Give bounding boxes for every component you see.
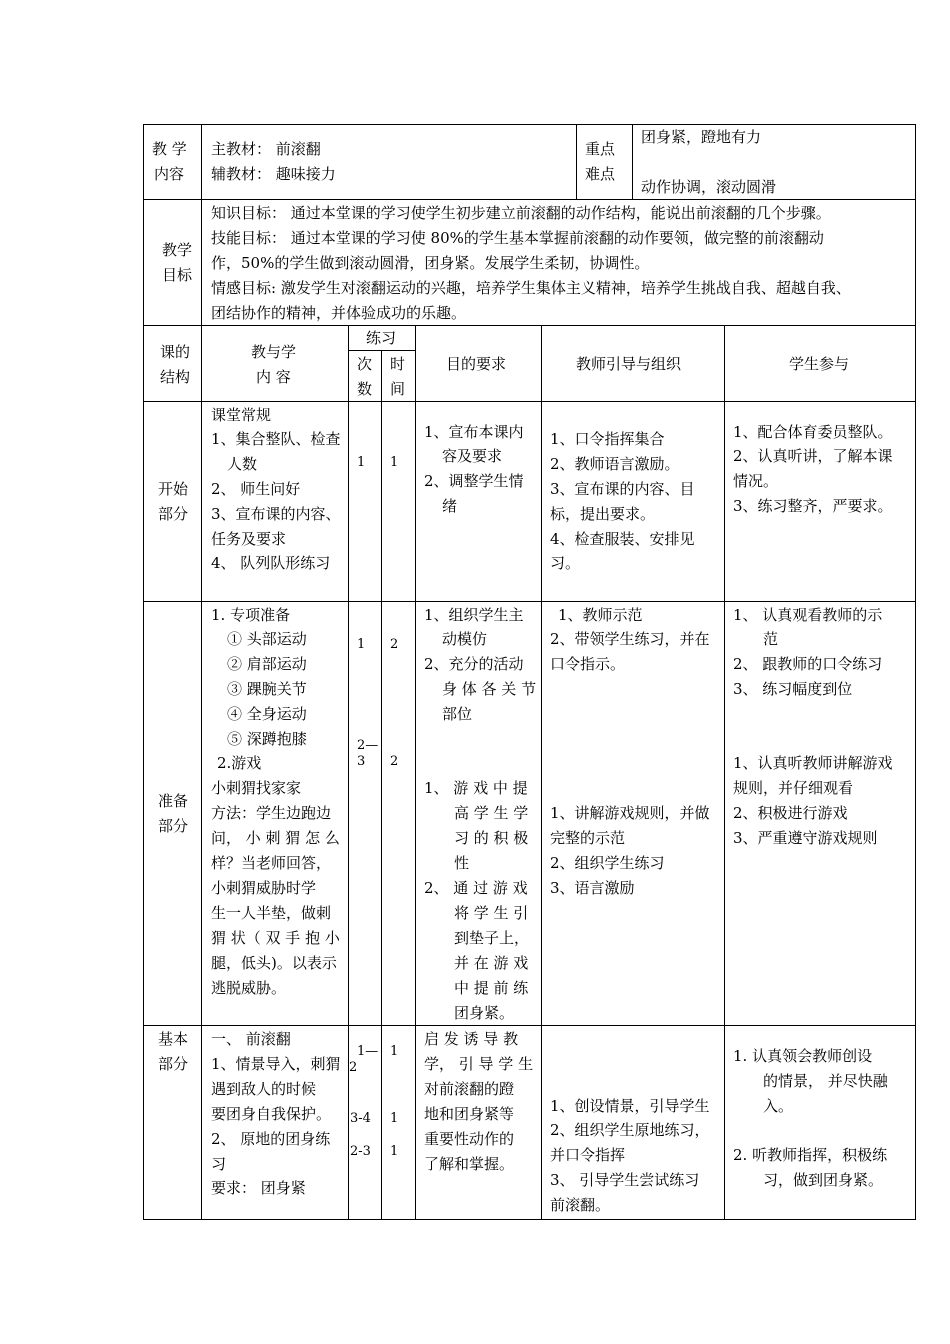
content-line: 1. 专项准备	[211, 606, 291, 624]
key-label-2: 难点	[585, 165, 616, 183]
prep-duration-2: 2	[390, 754, 399, 769]
aux-material: 辅教材： 趣味接力	[211, 165, 336, 183]
goals-line: 中 提 前 练	[454, 979, 529, 997]
border-bottom	[143, 1219, 916, 1220]
header-practice: 练习	[366, 329, 397, 347]
content-line: 要求： 团身紧	[211, 1179, 306, 1197]
content-line: 遇到敌人的时候	[211, 1080, 317, 1098]
content-line: 人数	[227, 455, 258, 473]
content-line: 2、 师生问好	[211, 480, 301, 498]
student-line: 3、练习整齐，严要求。	[733, 497, 893, 515]
goal-line: 作，50%的学生做到滚动圆滑，团身紧。发展学生柔韧，协调性。	[211, 254, 650, 272]
prep-label-1: 准备	[158, 792, 189, 810]
main-material: 主教材： 前滚翻	[211, 140, 321, 158]
teacher-line: 2、带领学生练习，并在	[550, 630, 710, 648]
goal-line: 团结协作的精神，并体验成功的乐趣。	[211, 304, 467, 322]
header-teacher: 教师引导与组织	[576, 355, 682, 373]
goals-label-1: 教学	[162, 241, 193, 259]
goals-line: 2、 通 过 游 戏	[424, 879, 528, 897]
teacher-line: 2、教师语言激励。	[550, 455, 680, 473]
goals-line: 启 发 诱 导 教	[424, 1030, 519, 1048]
content-line: 生一人半垫，做刺	[211, 904, 332, 922]
header-content-1: 教与学	[251, 343, 297, 361]
content-line: ② 肩部运动	[227, 655, 307, 673]
goals-line: 团身紧。	[454, 1004, 515, 1022]
teacher-line: 1、教师示范	[558, 606, 643, 624]
prep-label-2: 部分	[158, 817, 189, 835]
student-line: 3、严重遵守游戏规则	[733, 829, 878, 847]
key-label-1: 重点	[585, 140, 616, 158]
prep-duration-1: 2	[390, 637, 399, 652]
border-col2	[348, 325, 349, 1220]
content-line: 方法：学生边跑边	[211, 804, 332, 822]
student-line: 2、认真听讲，了解本课	[733, 447, 893, 465]
border-left	[143, 124, 144, 1220]
content-line: 2、 原地的团身练	[211, 1130, 331, 1148]
basic-times-1b: 2	[349, 1060, 358, 1075]
border-right	[915, 124, 916, 1220]
goals-line: 身 体 各 关 节	[442, 680, 537, 698]
header-times-2: 数	[357, 380, 373, 398]
teacher-line: 并口令指挥	[550, 1146, 626, 1164]
content-line: 问， 小 刺 猬 怎 么	[211, 829, 340, 847]
basic-times-1a: 1—	[357, 1044, 379, 1059]
goals-line: 部位	[442, 705, 473, 723]
teacher-line: 2、组织学生原地练习，	[550, 1121, 710, 1139]
difficulty: 动作协调，滚动圆滑	[641, 178, 777, 196]
student-line: 入。	[763, 1097, 794, 1115]
student-line: 1、配合体育委员整队。	[733, 423, 893, 441]
content-label-1: 教 学	[152, 140, 187, 158]
border-key-left	[576, 124, 577, 200]
goals-line: 地和团身紧等	[424, 1105, 515, 1123]
content-label-2: 内容	[154, 165, 185, 183]
content-line: 1、集合整队、检查	[211, 430, 341, 448]
goals-line: 习 的 积 极	[454, 829, 529, 847]
teacher-line: 3、语言激励	[550, 879, 635, 897]
basic-duration-1: 1	[390, 1044, 399, 1059]
teacher-line: 4、检查服装、安排见	[550, 530, 695, 548]
student-line: 情况。	[733, 472, 779, 490]
content-line: 猬 状（ 双 手 抱 小	[211, 929, 340, 947]
goals-line: 了解和掌握。	[424, 1155, 515, 1173]
border-top	[143, 124, 916, 125]
border-start	[143, 601, 916, 602]
prep-times-1: 1	[357, 637, 366, 652]
content-line: ④ 全身运动	[227, 705, 307, 723]
content-line: 要团身自我保护。	[211, 1105, 332, 1123]
goals-line: 对前滚翻的蹬	[424, 1080, 515, 1098]
content-line: 一、 前滚翻	[211, 1030, 291, 1048]
content-line: 小刺猬威胁时学	[211, 879, 317, 897]
student-line: 规则，并仔细观看	[733, 779, 854, 797]
teacher-line: 口令指示。	[550, 655, 626, 673]
goals-line: 容及要求	[442, 447, 503, 465]
goal-line: 情感目标: 激发学生对滚翻运动的兴趣，培养学生集体主义精神，培养学生挑战自我、超越自我、	[211, 279, 851, 297]
border-key-right	[632, 124, 633, 200]
goals-line: 动模仿	[442, 630, 488, 648]
border-header	[143, 401, 916, 402]
student-line: 1. 认真领会教师创设	[733, 1047, 873, 1065]
border-col3	[381, 350, 382, 1220]
goals-line: 高 学 生 学	[454, 804, 529, 822]
start-times: 1	[357, 455, 366, 470]
goals-line: 1、宣布本课内	[424, 423, 524, 441]
content-line: ③ 踝腕关节	[227, 680, 307, 698]
goals-line: 1、 游 戏 中 提	[424, 779, 528, 797]
header-goals: 目的要求	[446, 355, 507, 373]
content-line: 任务及要求	[211, 530, 287, 548]
basic-times-3: 2-3	[350, 1144, 371, 1159]
prep-times-2a: 2—	[357, 738, 379, 753]
student-line: 2、 跟教师的口令练习	[733, 655, 883, 673]
teacher-line: 1、讲解游戏规则，并做	[550, 804, 710, 822]
goals-line: 绪	[442, 497, 458, 515]
content-line: ⑤ 深蹲抱膝	[227, 730, 307, 748]
teacher-line: 3、宣布课的内容、目	[550, 480, 695, 498]
header-duration-2: 间	[390, 380, 406, 398]
goals-label-2: 目标	[162, 266, 193, 284]
goal-line: 技能目标： 通过本堂课的学习使 80%的学生基本掌握前滚翻的动作要领，做完整的前滚翻动	[211, 229, 824, 247]
header-structure-2: 结构	[160, 368, 191, 386]
student-line: 习，做到团身紧。	[763, 1171, 884, 1189]
header-content-2: 内 容	[256, 368, 291, 386]
content-line: 逃脱威胁。	[211, 979, 287, 997]
teacher-line: 2、组织学生练习	[550, 854, 665, 872]
goals-line: 性	[454, 854, 470, 872]
goals-line: 2、充分的活动	[424, 655, 524, 673]
content-line: 4、 队列队形练习	[211, 554, 331, 572]
goals-line: 学， 引 导 学 生	[424, 1055, 534, 1073]
teacher-line: 标，提出要求。	[550, 505, 656, 523]
header-structure-1: 课的	[160, 343, 191, 361]
goals-line: 将 学 生 引	[454, 904, 529, 922]
student-line: 3、 练习幅度到位	[733, 680, 853, 698]
key-point: 团身紧，蹬地有力	[641, 128, 762, 146]
start-label-2: 部分	[158, 505, 189, 523]
content-line: 1、情景导入，刺猬	[211, 1055, 341, 1073]
teacher-line: 1、口令指挥集合	[550, 430, 665, 448]
prep-times-2b: 3	[357, 754, 366, 769]
content-line: 课堂常规	[211, 406, 272, 424]
teacher-line: 完整的示范	[550, 829, 626, 847]
border-row1	[143, 199, 916, 200]
goals-line: 并 在 游 戏	[454, 954, 529, 972]
basic-label-1: 基本	[158, 1030, 189, 1048]
border-col1	[201, 124, 202, 1220]
content-line: 2.游戏	[217, 754, 262, 772]
teacher-line: 3、 引导学生尝试练习	[550, 1171, 700, 1189]
goals-line: 1、组织学生主	[424, 606, 524, 624]
basic-label-2: 部分	[158, 1055, 189, 1073]
student-line: 1、 认真观看教师的示	[733, 606, 883, 624]
border-col5	[541, 325, 542, 1220]
goals-line: 重要性动作的	[424, 1130, 515, 1148]
content-line: 腿，低头)。以表示	[211, 954, 337, 972]
student-line: 的情景， 并尽快融	[763, 1072, 888, 1090]
student-line: 2. 听教师指挥，积极练	[733, 1146, 888, 1164]
student-line: 1、认真听教师讲解游戏	[733, 754, 893, 772]
content-line: 习	[211, 1155, 227, 1173]
border-prep	[143, 1025, 916, 1026]
start-duration: 1	[390, 455, 399, 470]
border-col4	[415, 325, 416, 1220]
student-line: 2、积极进行游戏	[733, 804, 848, 822]
header-times-1: 次	[357, 355, 373, 373]
basic-duration-3: 1	[390, 1144, 399, 1159]
teacher-line: 前滚翻。	[550, 1196, 611, 1214]
goals-line: 到垫子上，	[454, 929, 530, 947]
content-line: 3、宣布课的内容、	[211, 505, 341, 523]
header-duration-1: 时	[390, 355, 406, 373]
header-student: 学生参与	[789, 355, 850, 373]
goals-line: 2、调整学生情	[424, 472, 524, 490]
teacher-line: 1、创设情景，引导学生	[550, 1097, 710, 1115]
content-line: ① 头部运动	[227, 630, 307, 648]
student-line: 范	[763, 630, 779, 648]
content-line: 样？当老师回答，	[211, 854, 332, 872]
basic-duration-2: 1	[390, 1111, 399, 1126]
start-label-1: 开始	[158, 480, 189, 498]
content-line: 小刺猬找家家	[211, 779, 302, 797]
border-col6	[724, 325, 725, 1220]
teacher-line: 习。	[550, 554, 581, 572]
basic-times-2: 3-4	[350, 1111, 371, 1126]
goal-line: 知识目标： 通过本堂课的学习使学生初步建立前滚翻的动作结构，能说出前滚翻的几个步骤。	[211, 204, 831, 222]
